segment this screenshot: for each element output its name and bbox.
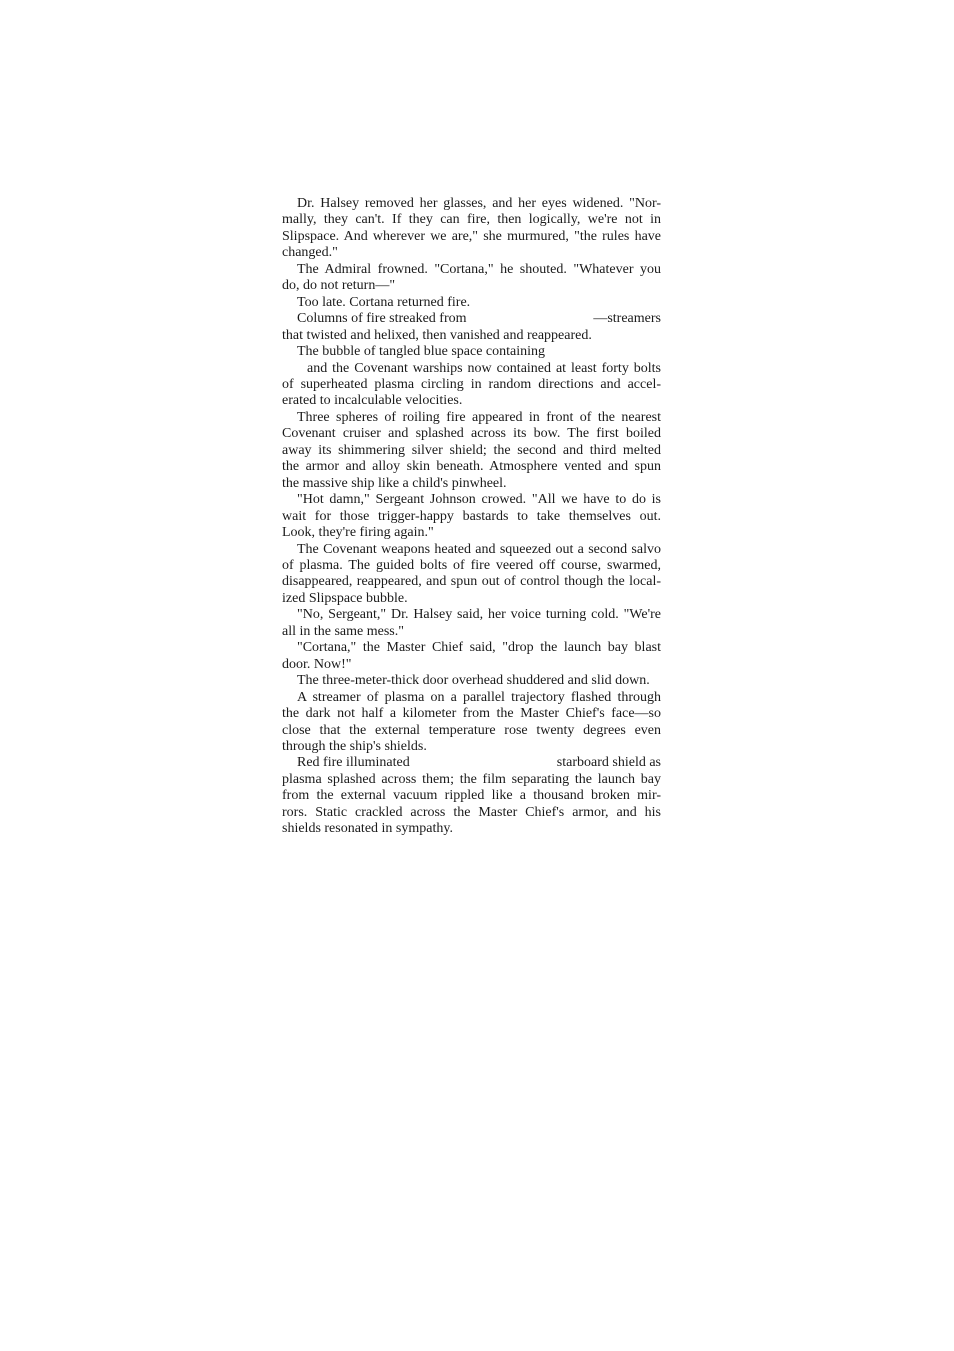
page-body-text [267,196,661,838]
text-fragment: Red fire illuminated [297,755,410,771]
text-line: Slipspace. And wherever we are," she murmured, "the rules have [282,228,661,244]
paragraph [267,196,661,262]
text-line: The Covenant weapons heated and squeezed out a second salvo [297,541,661,557]
text-line: the dark not half a kilometer from the Master Chief's face—so [282,706,661,722]
paragraph [267,755,661,837]
text-line: the massive ship like a child's pinwheel. [282,475,507,491]
text-line: of plasma. The guided bolts of fire veered off course, swarmed, [282,557,661,573]
paragraph [267,311,661,344]
text-line: rors. Static crackled across the Master Chief's armor, and his [282,804,661,820]
text-fragment: —streamers [593,311,661,327]
text-fragment: starboard shield as [556,755,661,771]
text-line: from the external vacuum rippled like a thousand broken mir- [282,788,661,804]
text-line: Dr. Halsey removed her glasses, and her eyes widened. "Nor- [297,196,661,211]
paragraph [267,607,661,640]
text-line: and the Covenant warships now contained at least forty bolts [307,360,661,376]
paragraph [267,492,661,541]
paragraph [267,690,661,756]
text-fragment: Columns of fire streaked from [297,311,467,327]
text-line: changed." [282,245,338,261]
text-line [267,755,661,771]
text-line: Look, they're firing again." [282,525,434,541]
text-line: away its shimmering silver shield; the second and third melted [282,442,661,458]
text-line: The Admiral frowned. "Cortana," he shouted. "Whatever you [297,261,661,277]
text-line: do, do not return—" [282,278,396,294]
text-line: door. Now!" [282,656,352,672]
paragraph [267,262,661,295]
text-line: plasma splashed across them; the film separating the launch bay [282,771,661,787]
text-line: A streamer of plasma on a parallel trajectory flashed through [297,689,661,705]
paragraph [267,344,661,410]
paragraph [267,673,661,689]
text-line: wait for those trigger-happy bastards to take themselves out. [282,508,661,524]
text-line: ized Slipspace bubble. [282,590,408,606]
text-line: erated to incalculable velocities. [282,393,463,409]
paragraph [267,295,661,311]
text-line: Too late. Cortana returned fire. [297,294,471,310]
paragraph [267,542,661,608]
text-line: Three spheres of roiling fire appeared in front of the nearest [297,409,661,425]
text-line: The three-meter-thick door overhead shuddered and slid down. [297,673,650,689]
text-line: close that the external temperature rose twenty degrees even [282,722,661,738]
text-line: the armor and alloy skin beneath. Atmosphere vented and spun [282,459,661,475]
text-line: shields resonated in sympathy. [282,821,453,837]
text-line: that twisted and helixed, then vanished and reappeared. [282,327,592,343]
text-line: Covenant cruiser and splashed across its bow. The first boiled [282,426,661,442]
text-line: "No, Sergeant," Dr. Halsey said, her voice turning cold. "We're [297,607,661,623]
text-line: all in the same mess." [282,623,404,639]
text-line: "Cortana," the Master Chief said, "drop the launch bay blast [297,640,661,656]
text-line: The bubble of tangled blue space containing [297,344,546,360]
text-line: "Hot damn," Sergeant Johnson crowed. "All we have to do is [297,492,661,508]
text-line: of superheated plasma circling in random directions and accel- [282,376,661,392]
text-line [267,311,661,327]
paragraph [267,640,661,673]
text-line: through the ship's shields. [282,738,427,754]
text-line: mally, they can't. If they can fire, then logically, we're not in [282,212,661,228]
paragraph [267,410,661,492]
text-line: disappeared, reappeared, and spun out of control though the local- [282,574,661,590]
